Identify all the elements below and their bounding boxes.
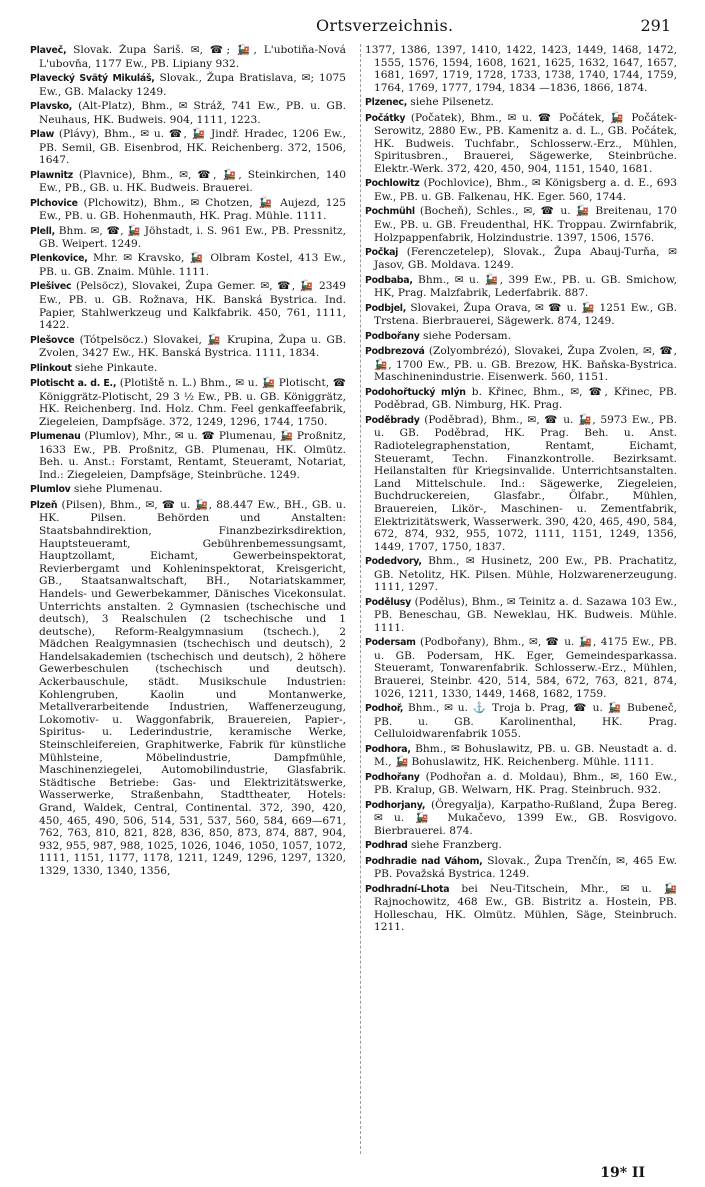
entry-text: (Podhořan a. d. Moldau), Bhm., ✉, 160 Ew., PB. Kralup, GB. Welwarn, HK. Prag. Steinbruch. 932. (374, 770, 677, 797)
entry-text: (Zolyombrézó), Slovakei, Župa Zvolen, ✉, ☎, 🚂, 1700 Ew., PB. u. GB. Brezow, HK. Baňska-Bystrica. Maschinenindustrie. Eisenwerk. 560, 1151. (374, 345, 677, 384)
place-name: Plzeň (30, 499, 58, 511)
place-name: Plawnitz (30, 169, 73, 181)
entry-text: siehe Pilsenetz. (407, 96, 494, 109)
entry-text: (Pochlovice), Bhm., ✉ Königsberg a. d. E., 693 Ew., PB. u. GB. Falkenau, HK. Eger. 560, 1744. (374, 177, 677, 203)
entry-text: Slovak., Župa Trenčín, ✉, 465 Ew. PB. Považská Bystrica. 1249. (374, 854, 677, 881)
entry-text: (Pilsen), Bhm., ✉, ☎ u. 🚂, 88.447 Ew., BH., GB. u. HK. Pilsen. Behörden und Anstalten: Staatsbahndirektion, Finanzbezirksdirektion, Hauptsteueramt, Gebührenbemessungsamt, Hauptzollamt, Eichamt, Gewerbeinspektorat, Revierbergamt und Kohleninspektorat, Kreisgericht, GB., Staatsanwaltschaft, BH., Notariatskammer, Handels- und Gewerbekammer, Dänisches Vicekonsulat. Unterrichts anstalten. 2 Gymnasien (tschechische und deutsch), 3 Realschulen (2 tschechische und 1 deutsche), Reform-Realgymnasium (tschech.), 2 Mädchen Realgymnasien (tschechisch und deutsch), 2 Handelsakademien (tschechisch und deutsch), 2 höhere Gewerbeschulen (tschechisch und deutsch). Ackerbauschule, städt. Musikschule Industrien: Kohlengruben, Kaolin und Montanwerke, Metallverarbeitende Industrien, Waffenerzeugung, Lokomotiv- u. Waggonfabrik, Brauereien, Papier-, Spiritus- u. Lederindustrie, keramische Werke, Steinschleifereien, Graphitwerke, Fabrik für künstliche Mühlsteine, Möbelindustrie, Dampfmühle, Maschinenziegelei, Automobilindustrie, Glasfabrik. Städtische Betriebe: Gas- und Elektrizitätswerke, Wasserwerke, Straßenbahn, Stadttheater, Hotels: Grand, Waldek, Central, Continental. 372, 390, 420, 450, 465, 490, 506, 514, 531, 537, 560, 584, 669—671, 762, 763, 810, 821, 828, 836, 850, 873, 874, 887, 904, 932, 955, 987, 988, 1025, 1026, 1046, 1050, 1057, 1072, 1111, 1151, 1177, 1178, 1211, 1249, 1296, 1297, 1320, 1329, 1330, 1340, 1356, (39, 498, 346, 877)
entry-text: siehe Franzberg. (407, 839, 502, 852)
place-name: Pochmühl (365, 206, 415, 218)
directory-entry (365, 555, 677, 594)
entry-text: (Pelsöcz), Slovakei, Župa Gemer. ✉, ☎, 🚂 2349 Ew., PB. u. GB. Rožnava, HK. Banská Bystrica. Ind. Papier, Stahlwerkzeug und Kalkfabrik. 450, 761, 1111, 1422. (39, 280, 346, 332)
place-name: Plešovce (30, 334, 75, 346)
directory-entry (30, 280, 346, 331)
running-title: Ortsverzeichnis. (316, 16, 454, 35)
place-name: Podbjel, (365, 302, 407, 314)
directory-entry (30, 225, 346, 251)
entry-text: Bhm., ✉ u. ⚓ Troja b. Prag, ☎ u. 🚂 Bubeneč, PB. u. GB. Karolinenthal, HK. Prag. Celluloidwarenfabrik 1055. (374, 702, 677, 741)
entry-text: (Plumlov), Mhr., ✉ u. ☎ Plumenau, 🚂 Proßnitz, 1633 Ew., PB. Proßnitz, GB. Plumenau, HK. Olmütz. Beh. u. Anst.: Forstamt, Rentamt, Steueramt, Notariat, Ind.: Ziegeleien, Dampfsäge, Steinbrüche. 1249. (39, 430, 346, 481)
directory-entry (365, 596, 677, 635)
directory-entry (30, 499, 346, 878)
entry-text: bei Neu-Titschein, Mhr., ✉ u. 🚂 Rajnochowitz, 468 Ew., GB. Bistritz a. Hostein, PB. Holleschau, HK. Olmütz. Mühlen, Säge, Steinbruch. 1211. (374, 882, 677, 934)
entry-text: (Poděbrad), Bhm., ✉, ☎ u. 🚂, 5973 Ew., PB. u. GB. Poděbrad, HK. Prag. Beh. u. Anst. Radiotelegraphenstation, Rentamt, Eichamt, Steueramt, Techn. Finanzkontrolle. Bezirksamt. Heilanstalten für Kriegsinvalide. Unterrichtsanstalten. Land Mittelschule. Ind.: Sägewerke, Ziegeleien, Buchdruckereien, Glasfabr., Ölfabr., Mühlen, Brauereien, Likör-, Maschinen- u. Zementfabrik, Elektrizitätswerk, Wasserwerk. 390, 420, 465, 490, 584, 672, 874, 932, 955, 1072, 1111, 1151, 1249, 1356, 1449, 1707, 1750, 1837. (374, 413, 677, 553)
directory-entry (30, 100, 346, 126)
entry-text: (Ferenczetelep), Slovak., Župa Abauj-Turňa, ✉ Jasov, GB. Moldava. 1249. (374, 245, 677, 272)
directory-entry (365, 743, 677, 769)
right-column (360, 44, 677, 1154)
directory-entry (365, 177, 677, 203)
directory-entry (365, 636, 677, 700)
place-name: Podhorjany, (365, 799, 426, 811)
place-name: Počkaj (365, 246, 399, 258)
entry-text: siehe Plumenau. (70, 483, 163, 496)
entry-text: (Podbořany), Bhm., ✉, ☎ u. 🚂, 4175 Ew., PB. u. GB. Podersam, HK. Eger, Gemeindesparkassa. Steueramt, Tonwarenfabrik. Schlosserw.-Erz., Mühlen, Brauerei, Steinbr. 420, 514, 584, 672, 763, 821, 874, 1026, 1211, 1330, 1449, 1468, 1682, 1759. (374, 636, 677, 700)
entry-text: (Bocheň), Schles., ✉, ☎ u. 🚂 Breitenau, 170 Ew., PB. u. GB. Freudenthal, HK. Troppau. Zwirnfabrik, Holzpappenfabrik, Holzindustrie. 1397, 1506, 1576. (374, 205, 677, 244)
place-name: Plumenau (30, 431, 81, 443)
place-name: Podělusy (365, 596, 411, 608)
place-name: Podhradní-Lhota (365, 883, 450, 895)
entry-text: (Plávy), Bhm., ✉ u. ☎, 🚂 Jindř. Hradec, 1206 Ew., PB. Semil, GB. Eisenbrod, HK. Reichenberg. 372, 1506, 1647. (39, 127, 346, 167)
directory-entry (30, 483, 346, 497)
directory-entry (365, 386, 677, 412)
directory-entry (30, 169, 346, 195)
entry-text: (Plotiště n. L.) Bhm., ✉ u. 🚂 Plotischt, ☎ Königgrätz-Plotischt, 29 3 ½ Ew., PB. u. GB. Königgrätz, HK. Reichenberg. Ind. Holz. Chm. Feel genkaffeefabrik, Ziegeleien, Dampfsäge. 372, 1249, 1296, 1744, 1750. (39, 377, 346, 428)
entry-text: Bhm. ✉, ☎, 🚂 Jöhstadt, i. S. 961 Ew., PB. Pressnitz, GB. Weipert. 1249. (39, 224, 346, 251)
entry-text: b. Křinec, Bhm., ✉, ☎, Křinec, PB. Poděbrad, GB. Nimburg, HK. Prag. (374, 385, 677, 412)
entry-text: (Öregyalja), Karpatho-Rußland, Župa Bereg. ✉ u. 🚂 Mukačevo, 1399 Ew., GB. Rosvigovo. Bierbrauerei. 874. (374, 798, 677, 837)
place-name: Počátky (365, 112, 406, 124)
entry-text: (Plchowitz), Bhm., ✉ Chotzen, 🚂 Aujezd, 125 Ew., PB. u. GB. Hohenmauth, HK. Prag. Mühle. 1111. (39, 196, 346, 223)
place-name: Podersam (365, 637, 416, 649)
directory-entry (365, 702, 677, 741)
place-name: Podbrezová (365, 346, 425, 358)
place-name: Plaveč, (30, 45, 67, 56)
entry-text: (Podělus), Bhm., ✉ Teinitz a. d. Sazawa 103 Ew., PB. Beneschau, GB. Neweklau, HK. Budweis. Mühle. 1111. (374, 595, 677, 634)
entry-text: Slovak. Župa Šariš. ✉, ☎; 🚂, L'ubotiňa-Nová L'ubovňa, 1177 Ew., PB. Lipiany 932. (39, 44, 346, 70)
page-header (30, 10, 677, 44)
place-name: Podbaba, (365, 274, 413, 286)
entry-text: Mhr. ✉ Kravsko, 🚂 Olbram Kostel, 413 Ew., PB. u. GB. Znaim. Mühle. 1111. (39, 252, 346, 279)
place-name: Podedvory, (365, 556, 422, 568)
place-name: Plell, (30, 225, 55, 237)
place-name: Plavsko, (30, 100, 73, 112)
directory-entry (365, 771, 677, 797)
entry-text: Slovak., Župa Bratislava, ✉; 1075 Ew., GB. Malacky 1249. (39, 71, 346, 98)
directory-entry (365, 246, 677, 272)
directory-entry (365, 839, 677, 853)
entry-text: Bhm., ✉ Bohuslawitz, PB. u. GB. Neustadt a. d. M., 🚂 Bohuslawitz, HK. Reichenberg. Mühle. 1111. (374, 742, 677, 769)
directory-entry (30, 44, 346, 70)
place-name: Podhradie nad Váhom, (365, 855, 483, 867)
directory-entry (30, 128, 346, 167)
place-name: Plaw (30, 128, 55, 140)
place-name: Plzenec, (365, 97, 408, 109)
place-name: Podhrad (365, 840, 408, 852)
place-name: Plavecký Svätý Mikuláš, (30, 72, 155, 84)
directory-entry (365, 44, 677, 94)
place-name: Plešivec (30, 281, 72, 293)
place-name: Plinkout (30, 362, 72, 374)
entry-text: siehe Pinkaute. (71, 361, 158, 374)
left-column (30, 44, 346, 1154)
entry-text: (Plavnice), Bhm., ✉, ☎, 🚂, Steinkirchen, 140 Ew., PB., GB. u. HK. Budweis. Brauerei. (39, 168, 346, 195)
directory-entry (30, 430, 346, 481)
place-name: Podohořtucký mlýn (365, 386, 466, 398)
directory-entry (30, 72, 346, 98)
directory-entry (30, 197, 346, 223)
entry-text: Bhm., ✉ u. 🚂, 399 Ew., PB. u. GB. Smichow, HK, Prag. Malzfabrik, Lederfabrik. 887. (374, 273, 677, 300)
place-name: Podhořany (365, 771, 420, 783)
directory-entry (365, 799, 677, 838)
directory-entry (30, 252, 346, 278)
place-name: Podhoř, (365, 703, 404, 715)
place-name: Pochlowitz (365, 178, 420, 190)
directory-entry (365, 345, 677, 384)
directory-entry (365, 414, 677, 554)
directory-entry (365, 96, 677, 110)
directory-entry (365, 883, 677, 934)
directory-entry (365, 274, 677, 300)
place-name: Plotischt a. d. E., (30, 378, 117, 390)
directory-entry (365, 855, 677, 881)
place-name: Plchovice (30, 197, 78, 209)
two-column-body (30, 44, 677, 1154)
directory-entry (365, 302, 677, 328)
place-name: Plenkovice, (30, 253, 88, 265)
place-name: Podbořany (365, 330, 420, 342)
printer-signature: 19* II (600, 1165, 645, 1181)
entry-text: (Počatek), Bhm., ✉ u. ☎ Počátek, 🚂 Počátek-Serowitz, 2880 Ew., PB. Kamenitz a. d. L., GB. Počátek, HK. Budweis. Tuchfabr., Schlosserw.-Erz., Mühlen, Spiritusbren., Brauerei, Sägewerke, Steinbrüche. Elektr.-Werk. 372, 420, 450, 904, 1151, 1540, 1681. (374, 111, 677, 175)
directory-entry (30, 334, 346, 360)
directory-entry (30, 362, 346, 376)
entry-text: (Tótpelsöcz.) Slovakei, 🚂 Krupina, Župa u. GB. Zvolen, 3427 Ew., HK. Banská Bystrica. 1111, 1834. (39, 333, 346, 360)
directory-entry (365, 330, 677, 344)
place-name: Poděbrady (365, 414, 420, 426)
directory-entry (365, 112, 677, 176)
directory-entry (365, 205, 677, 244)
directory-entry (30, 377, 346, 428)
entry-text: Bhm., ✉ Husinetz, 200 Ew., PB. Prachatitz, GB. Netolitz, HK. Pilsen. Mühle, Holzwarenerzeugung. 1111, 1297. (374, 555, 677, 594)
page-number: 291 (640, 16, 671, 35)
place-name: Podhora, (365, 743, 411, 755)
entry-text: siehe Podersam. (419, 329, 511, 342)
place-name: Plumlov (30, 484, 71, 496)
entry-text: Slovakei, Župa Orava, ✉ ☎ u. 🚂 1251 Ew., GB. Trstena. Bierbrauerei, Sägewerk. 874, 1249. (374, 301, 677, 328)
entry-text: 1377, 1386, 1397, 1410, 1422, 1423, 1449, 1468, 1472, 1555, 1576, 1594, 1608, 1621, 1625, 1632, 1647, 1657, 1681, 1697, 1719, 1728, 1733, 1738, 1740, 1744, 1759, 1764, 1769, 1777, 1794, 1834 —1836, 1866, 1874. (365, 44, 677, 94)
entry-text: (Alt-Platz), Bhm., ✉ Stráž, 741 Ew., PB. u. GB. Neuhaus, HK. Budweis. 904, 1111, 1223. (39, 99, 346, 126)
